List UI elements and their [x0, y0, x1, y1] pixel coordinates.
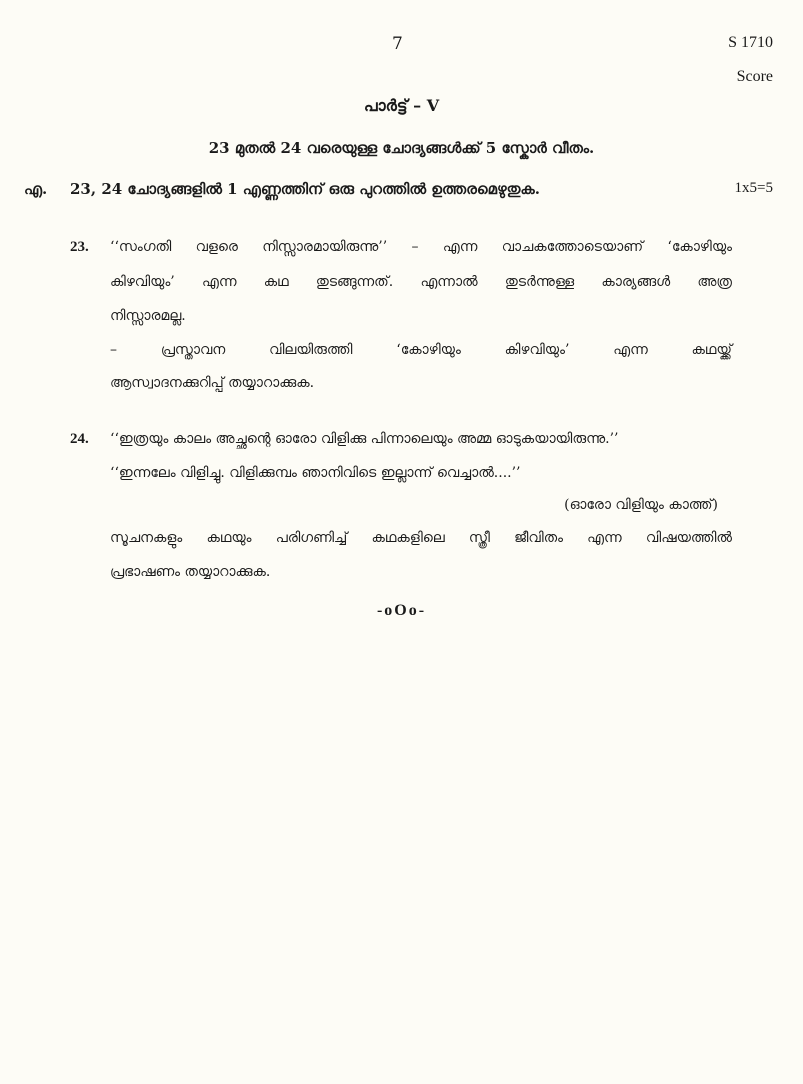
question-24-number: 24. — [70, 431, 89, 447]
score-label: Score — [736, 68, 773, 85]
end-mark: -oOo- — [376, 602, 427, 619]
question-23-line: ആസ്വാദനക്കുറിപ്പ് തയ്യാറാക്കുക. — [110, 375, 315, 391]
section-marks: 1x5=5 — [734, 180, 773, 196]
question-24-line: പ്രഭാഷണം തയ്യാറാക്കുക. — [110, 564, 271, 580]
section-label: എ. — [24, 180, 48, 198]
part-instruction: 23 മുതൽ 24 വരെയുള്ള ചോദ്യങ്ങൾക്ക് 5 സ്കോർ വീതം. — [208, 139, 595, 157]
page-number: 7 — [392, 34, 403, 54]
question-23-line: – പ്രസ്താവന വിലയിരുത്തി ‘കോഴിയും കിഴവിയും’ എന്ന കഥയ്ക്ക് — [110, 342, 732, 358]
exam-code: S 1710 — [728, 34, 773, 51]
question-23-line: കിഴവിയും’ എന്ന കഥ തുടങ്ങുന്നത്. എന്നാൽ തുടർന്നുള്ള കാര്യങ്ങൾ അത്ര — [110, 274, 732, 290]
question-24-quote: ‘‘ഇന്നലേം വിളിച്ചു. വിളിക്കുമ്പം ഞാനിവിടെ ഇല്ലാന്ന് വെച്ചാൽ....’’ — [110, 465, 521, 481]
question-24-quote: ‘‘ഇത്രയും കാലം അച്ഛന്റെ ഓരോ വിളിക്കു പിന്നാലെയും അമ്മ ഓടുകയായിരുന്നു.’’ — [110, 431, 619, 447]
question-23-line: നിസ്സാരമല്ല. — [110, 308, 186, 324]
section-instruction: 23, 24 ചോദ്യങ്ങളിൽ 1 എണ്ണത്തിന് ഒരു പുറത്തിൽ ഉത്തരമെഴുതുക. — [70, 180, 540, 198]
question-24-line: സൂചനകളും കഥയും പരിഗണിച്ച് കഥകളിലെ സ്ത്രീ ജീവിതം എന്ന വിഷയത്തിൽ — [110, 530, 732, 546]
question-23-number: 23. — [70, 239, 89, 255]
question-23-line: ‘‘സംഗതി വളരെ നിസ്സാരമായിരുന്നു’’ – എന്ന വാചകത്തോടെയാണ് ‘കോഴിയും — [110, 239, 732, 255]
question-24-source: (ഓരോ വിളിയും കാത്ത്) — [564, 497, 718, 513]
part-heading: പാർട്ട് – V — [363, 96, 440, 115]
